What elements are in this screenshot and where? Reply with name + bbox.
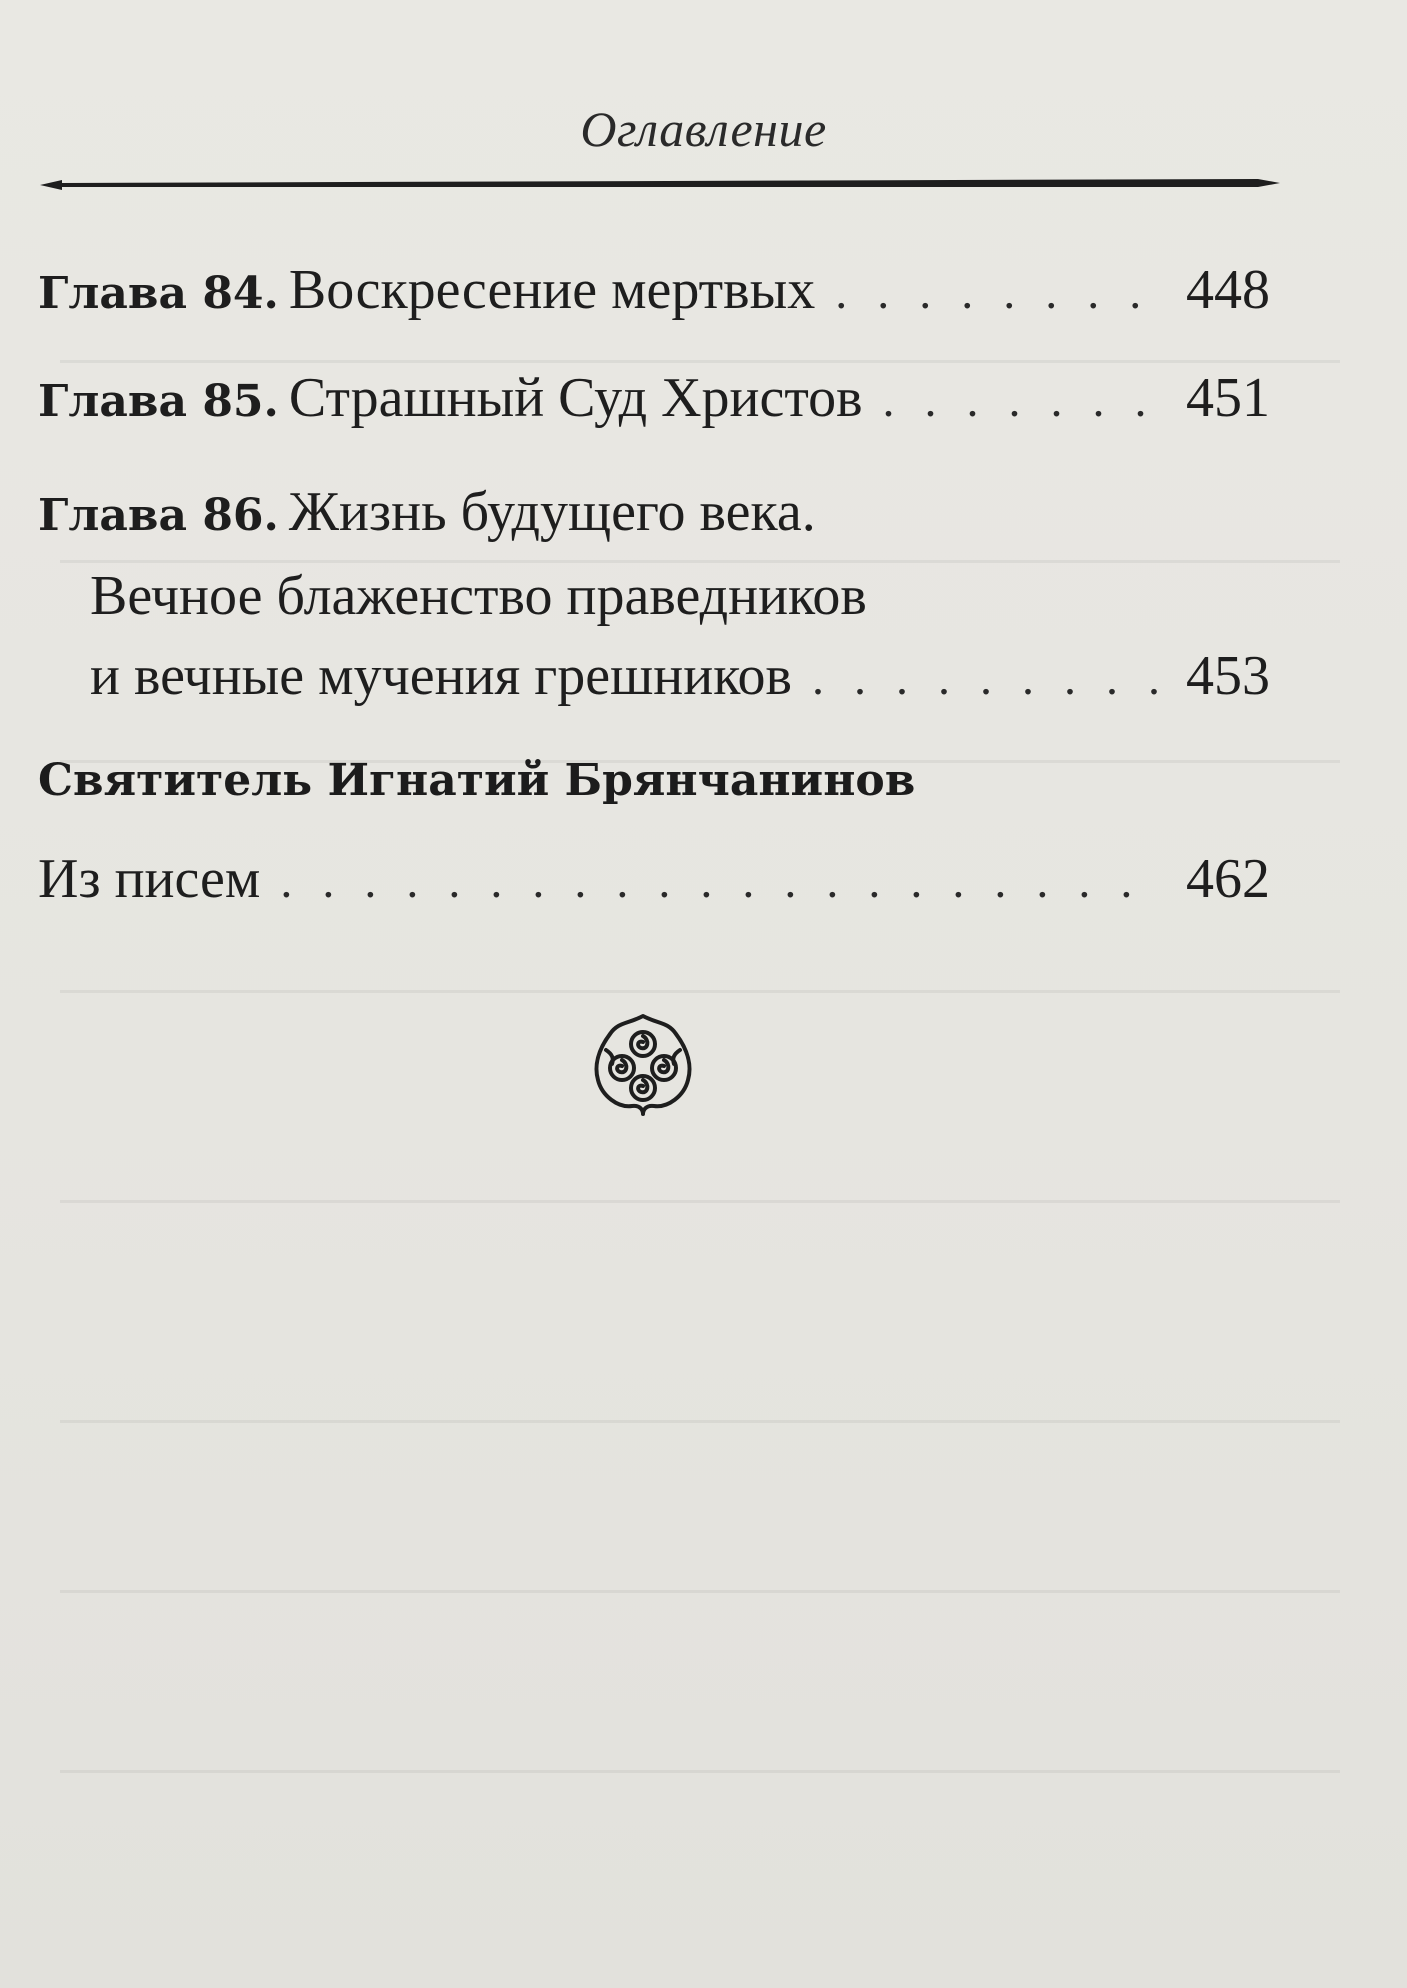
- bleed-line: [60, 1560, 1340, 1593]
- toc-entry-letters[interactable]: [38, 839, 1270, 922]
- toc-line: [38, 636, 1270, 719]
- running-head: Оглавление: [580, 101, 827, 157]
- toc-line: [38, 472, 1270, 556]
- toc-line: [38, 556, 1270, 636]
- section-heading: Святитель Игнатий Брянчанинов: [38, 755, 916, 806]
- table-of-contents: [38, 250, 1270, 922]
- entry-title: Из писем: [38, 848, 261, 910]
- chapter-label: Глава 86.: [38, 490, 279, 541]
- chapter-title: Воскресение мертвых: [288, 259, 816, 321]
- page-number: 462: [1186, 848, 1270, 910]
- chapter-title-line-2: Вечное блаженство праведников: [90, 565, 867, 627]
- toc-line: [38, 250, 1270, 334]
- dot-leader: [835, 253, 1160, 333]
- bleed-line: [60, 960, 1340, 993]
- toc-line: [38, 358, 1270, 442]
- dot-leader: [812, 639, 1160, 719]
- toc-entry-chapter-85[interactable]: [38, 358, 1270, 442]
- floral-ornament-icon: [588, 1010, 698, 1118]
- dot-leader: [280, 842, 1160, 922]
- chapter-title-line-1: Жизнь будущего века.: [288, 481, 816, 543]
- header-rule: [40, 170, 1280, 200]
- chapter-label: Глава 84.: [38, 268, 279, 319]
- page-number: 451: [1186, 367, 1270, 429]
- page-number: 453: [1186, 645, 1270, 707]
- chapter-title: Страшный Суд Христов: [288, 367, 863, 429]
- toc-line: [38, 839, 1270, 922]
- toc-entry-chapter-84[interactable]: [38, 250, 1270, 334]
- toc-entry-chapter-86[interactable]: [38, 472, 1270, 719]
- chapter-title-line-3: и вечные мучения грешников: [90, 645, 792, 707]
- dot-leader: [883, 361, 1160, 441]
- bleed-line: [60, 1740, 1340, 1773]
- bleed-line: [60, 1390, 1340, 1423]
- bleed-line: [60, 1170, 1340, 1203]
- page-number: 448: [1186, 259, 1270, 321]
- chapter-label: Глава 85.: [38, 376, 279, 427]
